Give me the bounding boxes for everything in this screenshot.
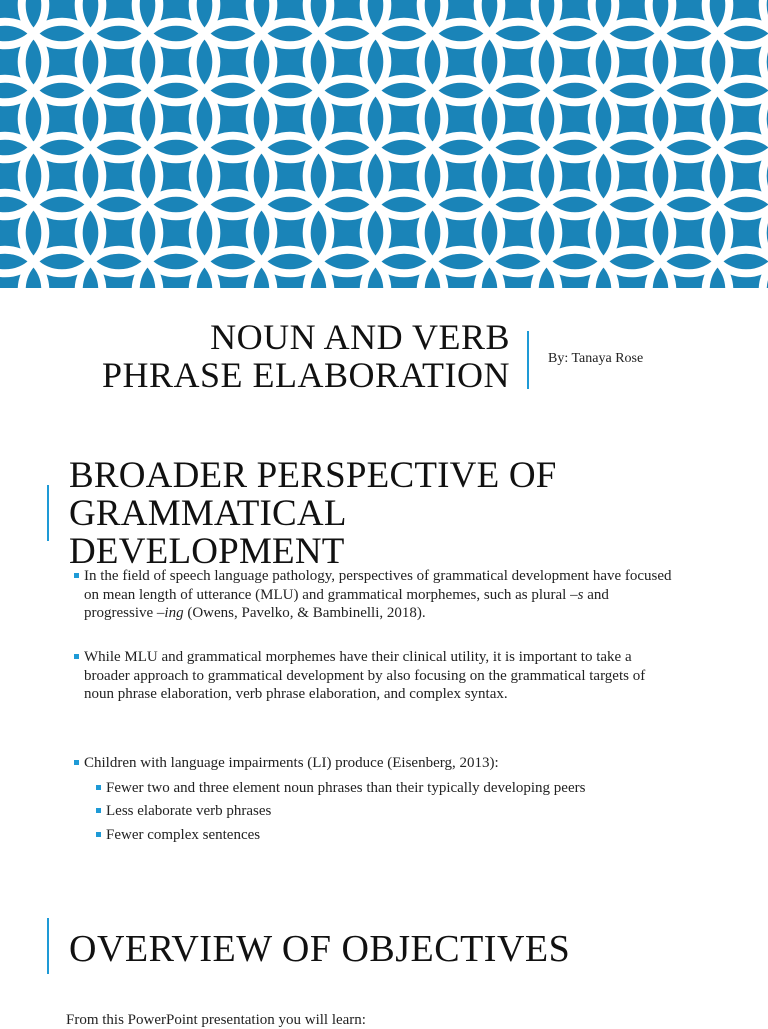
sub-bullet-text: Fewer complex sentences — [106, 826, 261, 843]
sub-bullet-verb-phrases — [96, 802, 674, 821]
sub-bullet-list — [74, 779, 674, 845]
bullet-text: and progressive — [84, 586, 609, 621]
sub-bullet-noun-phrases — [96, 779, 674, 798]
decorative-pattern-banner — [0, 0, 768, 288]
section-title — [69, 457, 749, 571]
title-line-2: PHRASE ELABORATION — [101, 355, 510, 395]
bullet-list-2 — [74, 648, 674, 704]
bullet-list-3 — [74, 754, 674, 849]
sub-bullet-complex-sentences — [96, 826, 674, 845]
sub-bullet-text: Less elaborate verb phrases — [106, 803, 272, 819]
bullet-broader-approach — [74, 648, 674, 704]
slide-title — [20, 318, 510, 394]
bullet-grammatical-perspectives — [74, 567, 674, 623]
title-line-1: NOUN AND VERB — [210, 317, 510, 357]
bullet-text: Children with language impairments (LI) produce (Eisenberg, 2013): — [84, 755, 499, 771]
progressive-ing-italic: –ing — [156, 605, 184, 621]
section-accent-bar — [47, 918, 49, 974]
section-title-line-2: GRAMMATICAL — [69, 493, 347, 534]
section-title-line-3: DEVELOPMENT — [69, 531, 345, 572]
bullet-list-1 — [74, 567, 674, 623]
section-title-line-1: BROADER PERSPECTIVE OF — [69, 455, 557, 496]
section-title-objectives: OVERVIEW OF OBJECTIVES — [69, 928, 571, 970]
bullet-text: In the field of speech language pathology, perspectives of grammatical development have focused on mean length of utterance (MLU) and grammatical morphemes, such as plural — [84, 568, 672, 603]
bullet-language-impairments — [74, 754, 674, 773]
objectives-intro-text: From this PowerPoint presentation you will learn: — [66, 1012, 366, 1028]
bullet-text: (Owens, Pavelko, & Bambinelli, 2018). — [183, 605, 426, 621]
section-accent-bar — [47, 485, 49, 541]
sub-bullet-text: Fewer two and three element noun phrases than their typically developing peers — [106, 779, 586, 796]
author-byline: By: Tanaya Rose — [548, 351, 644, 366]
title-divider — [527, 331, 529, 389]
bullet-text: While MLU and grammatical morphemes have their clinical utility, it is important to take a broader approach to grammatical development by also focusing on the grammatical targets of noun phrase elaboration, verb phrase elaboration, and complex syntax. — [84, 649, 646, 702]
plural-s-italic: –s — [570, 586, 584, 603]
